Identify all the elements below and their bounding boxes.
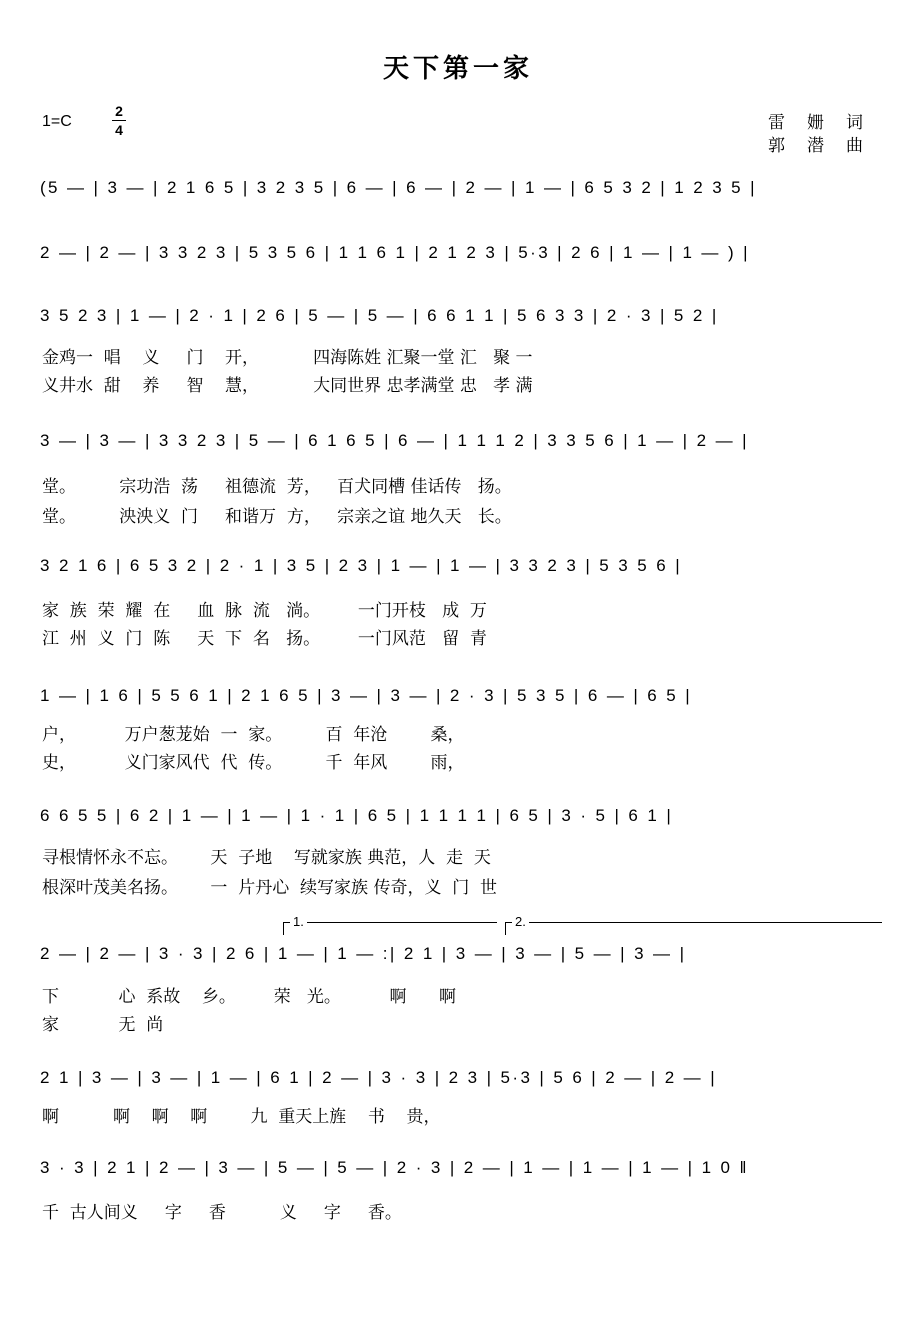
lyric-line-6-verse-2: 史， 义门家风代 代 传。 千 年风 雨， <box>42 753 465 773</box>
notation-line-7: 6 6 5 5 | 6 2 | 1 — | 1 — | 1 · 1 | 6 5 | 1 1 1 1 | 6 5 | 3 · 5 | 6 1 | <box>40 806 674 825</box>
notation-line-2: 2 — | 2 — | 3 3 2 3 | 5 3 5 6 | 1 1 6 1 | 2 1 2 3 | 5·3 | 2 6 | 1 — | 1 — ) | <box>40 243 750 262</box>
lyric-line-7-verse-1: 寻根情怀永不忘。 天 子地 写就家族 典范，人 走 天 <box>42 848 491 868</box>
lyric-line-10-verse-1: 千 古人间义 字 香 义 字 香。 <box>42 1203 402 1223</box>
lyric-line-9-verse-1: 啊 啊 啊 啊 九 重天上旌 书 贵， <box>42 1107 441 1127</box>
lyric-line-3-verse-1: 金鸡一 唱 义 门 开， 四海陈姓 汇聚一堂 汇 聚 一 <box>42 348 533 368</box>
song-title: 天下第一家 <box>382 54 533 84</box>
lyricist-credit: 雷姗词 <box>768 113 885 133</box>
notation-line-5: 3 2 1 6 | 6 5 3 2 | 2 · 1 | 3 5 | 2 3 | 1 — | 1 — | 3 3 2 3 | 5 3 5 6 | <box>40 556 683 575</box>
lyric-line-7-verse-2: 根深叶茂美名扬。 一 片丹心 续写家族 传奇，义 门 世 <box>42 878 498 898</box>
lyric-line-5-verse-2: 江 州 义 门 陈 天 下 名 扬。 一门风范 留 青 <box>42 629 487 649</box>
notation-line-10: 3 · 3 | 2 1 | 2 — | 3 — | 5 — | 5 — | 2 · 3 | 2 — | 1 — | 1 — | 1 — | 1 0 ‖ <box>40 1158 749 1177</box>
lyric-line-4-verse-2: 堂。 泱泱义 门 和谐万 方， 宗亲之谊 地久天 长。 <box>42 507 512 527</box>
first-ending-label: 1. <box>290 914 307 929</box>
lyric-line-5-verse-1: 家 族 荣 耀 在 血 脉 流 淌。 一门开枝 成 万 <box>42 601 487 621</box>
first-ending-bracket <box>283 914 497 935</box>
time-signature-top: 2 <box>115 103 123 119</box>
second-ending-label: 2. <box>512 914 529 929</box>
notation-line-9: 2 1 | 3 — | 3 — | 1 — | 6 1 | 2 — | 3 · 3 | 2 3 | 5·3 | 5 6 | 2 — | 2 — | <box>40 1068 718 1087</box>
notation-line-3: 3 5 2 3 | 1 — | 2 · 1 | 2 6 | 5 — | 5 — | 6 6 1 1 | 5 6 3 3 | 2 · 3 | 5 2 | <box>40 306 719 325</box>
notation-line-6: 1 — | 1 6 | 5 5 6 1 | 2 1 6 5 | 3 — | 3 — | 2 · 3 | 5 3 5 | 6 — | 6 5 | <box>40 686 693 705</box>
time-signature <box>112 103 126 138</box>
notation-line-8: 2 — | 2 — | 3 · 3 | 2 6 | 1 — | 1 — :| 2 1 | 3 — | 3 — | 5 — | 3 — | <box>40 944 687 963</box>
key-signature: 1=C <box>42 113 72 130</box>
lyric-line-4-verse-1: 堂。 宗功浩 荡 祖德流 芳， 百犬同槽 佳话传 扬。 <box>42 477 512 497</box>
time-signature-bottom: 4 <box>115 122 123 138</box>
lyric-line-3-verse-2: 义井水 甜 养 智 慧， 大同世界 忠孝满堂 忠 孝 满 <box>42 376 533 396</box>
composer-credit: 郭潜曲 <box>768 136 885 156</box>
lyric-line-8-verse-1: 下 心 系故 乡。 荣 光。 啊 啊 <box>42 987 456 1007</box>
time-signature-bar <box>112 120 126 121</box>
lyric-line-6-verse-1: 户， 万户葱茏始 一 家。 百 年沧 桑， <box>42 725 465 745</box>
second-ending-bracket <box>505 914 882 935</box>
notation-line-4: 3 — | 3 — | 3 3 2 3 | 5 — | 6 1 6 5 | 6 — | 1 1 1 2 | 3 3 5 6 | 1 — | 2 — | <box>40 431 749 450</box>
lyric-line-8-verse-2: 家 无 尚 <box>42 1015 164 1035</box>
notation-line-1: (5 — | 3 — | 2 1 6 5 | 3 2 3 5 | 6 — | 6 — | 2 — | 1 — | 6 5 3 2 | 1 2 3 5 | <box>40 178 757 197</box>
